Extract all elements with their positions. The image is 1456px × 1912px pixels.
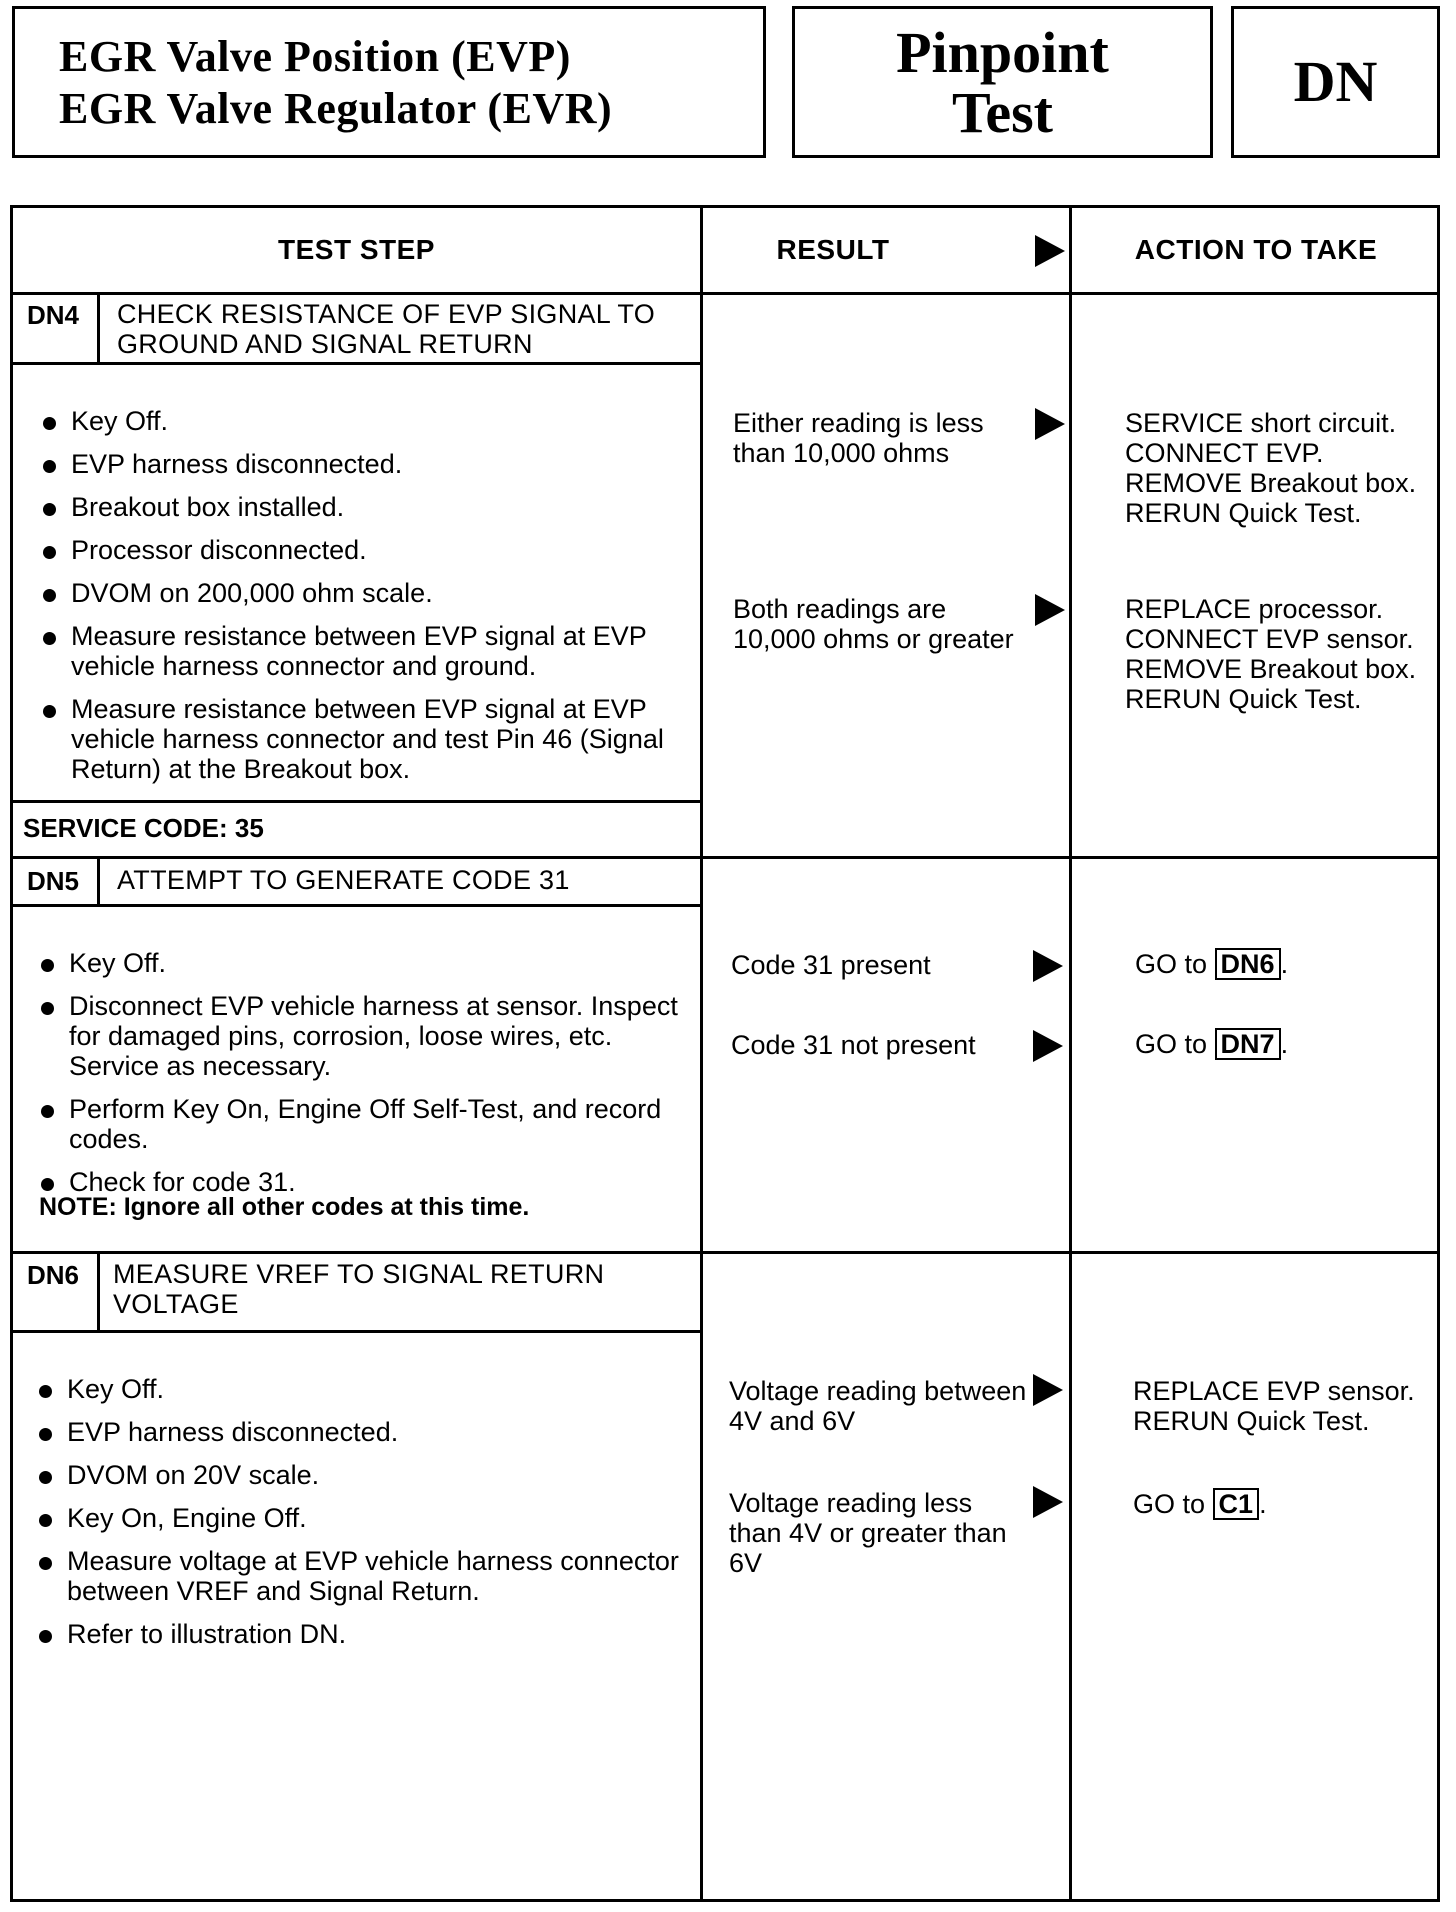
instruction-item: Measure resistance between EVP signal at EVP vehicle harness connector and test Pin 46 (Signal Return) at the Breakout box.: [41, 694, 691, 784]
service-code: SERVICE CODE: 35: [23, 813, 264, 843]
arrow-icon: [1033, 1374, 1063, 1406]
instruction-item: Measure voltage at EVP vehicle harness connector between VREF and Signal Return.: [37, 1546, 687, 1606]
action-text: REPLACE EVP sensor. RERUN Quick Test.: [1133, 1376, 1415, 1436]
result-text: Both readings are 10,000 ohms or greater: [733, 594, 1014, 654]
instruction-item: Key Off.: [39, 948, 679, 978]
step-title-divider: [13, 1330, 700, 1333]
arrow-icon: [1033, 1030, 1063, 1062]
instruction-item: EVP harness disconnected.: [37, 1417, 687, 1447]
step-title-line: CHECK RESISTANCE OF EVP SIGNAL TO: [117, 299, 656, 329]
instruction-item: Measure resistance between EVP signal at EVP vehicle harness connector and ground.: [41, 621, 691, 681]
step-id-divider: [97, 1251, 100, 1332]
instruction-item: Perform Key On, Engine Off Self-Test, and record codes.: [39, 1094, 679, 1154]
pinpoint-label: Pinpoint: [896, 20, 1109, 85]
instruction-item: EVP harness disconnected.: [41, 449, 691, 479]
instruction-item: Key Off.: [37, 1374, 687, 1404]
action-goto: [1135, 948, 1435, 980]
arrow-icon: [1035, 408, 1065, 440]
title-line-1: EGR Valve Position (EVP): [59, 32, 571, 81]
instruction-item: DVOM on 20V scale.: [37, 1460, 687, 1490]
action-text: REPLACE processor. CONNECT EVP sensor. REMOVE Breakout box. RERUN Quick Test.: [1125, 594, 1417, 714]
result-text: Code 31 present: [731, 950, 931, 980]
step-reference-c1[interactable]: C1: [1213, 1488, 1260, 1520]
step-id-divider: [97, 856, 100, 906]
instruction-item: Key Off.: [41, 406, 691, 436]
instruction-item: Key On, Engine Off.: [37, 1503, 687, 1533]
arrow-icon: [1033, 1486, 1063, 1518]
step-title-line: GROUND AND SIGNAL RETURN: [117, 329, 533, 359]
result-text: Code 31 not present: [731, 1030, 976, 1060]
action-prefix: GO to: [1133, 1489, 1206, 1519]
instruction-item: Refer to illustration DN.: [37, 1619, 687, 1649]
step-reference-dn7[interactable]: DN7: [1215, 1028, 1281, 1060]
step-reference-dn6[interactable]: DN6: [1215, 948, 1281, 980]
header-action: ACTION TO TAKE: [1134, 234, 1378, 265]
instruction-item: Breakout box installed.: [41, 492, 691, 522]
result-text: Voltage reading less than 4V or greater than 6V: [729, 1488, 1007, 1578]
action-text: SERVICE short circuit. CONNECT EVP. REMOVE Breakout box. RERUN Quick Test.: [1125, 408, 1417, 528]
test-code-box: DN: [1231, 6, 1440, 158]
action-suffix: .: [1259, 1489, 1267, 1519]
row-divider: [13, 292, 1437, 295]
action-prefix: GO to: [1135, 1029, 1208, 1059]
action-suffix: .: [1280, 949, 1289, 979]
arrow-icon: [1035, 594, 1065, 626]
column-divider: [1069, 208, 1072, 1899]
instruction-item: DVOM on 200,000 ohm scale.: [41, 578, 691, 608]
step-title-line: MEASURE VREF TO SIGNAL RETURN: [113, 1259, 605, 1289]
step-title: [113, 1259, 693, 1319]
instruction-item: Processor disconnected.: [41, 535, 691, 565]
row-divider: [13, 856, 1437, 859]
step-title-divider: [13, 362, 700, 365]
step-title-divider: [13, 904, 700, 907]
step-note: NOTE: Ignore all other codes at this time.: [39, 1193, 530, 1221]
step-title-line: VOLTAGE: [113, 1289, 239, 1319]
instruction-item: Check for code 31.: [39, 1167, 679, 1197]
result-text: Either reading is less than 10,000 ohms: [733, 408, 984, 468]
pinpoint-test-box: [792, 6, 1213, 158]
instruction-item: Disconnect EVP vehicle harness at sensor. Inspect for damaged pins, corrosion, loose wires, etc. Service as necessary.: [39, 991, 679, 1081]
step-id-divider: [97, 292, 100, 364]
step-id: DN6: [27, 1260, 80, 1290]
action-goto: [1135, 1028, 1435, 1060]
action-goto: [1133, 1488, 1433, 1520]
step-instructions: [39, 948, 679, 1210]
pinpoint-test-table: [10, 205, 1440, 1902]
service-code-divider: [13, 800, 700, 803]
result-text: Voltage reading between 4V and 6V: [729, 1376, 1027, 1436]
row-divider: [13, 1251, 1437, 1254]
column-divider: [700, 208, 703, 1899]
step-title: ATTEMPT TO GENERATE CODE 31: [117, 865, 570, 895]
arrow-icon: [1035, 235, 1065, 267]
header-test-step: TEST STEP: [278, 234, 435, 265]
arrow-icon: [1033, 950, 1063, 982]
action-suffix: .: [1280, 1029, 1289, 1059]
step-instructions: [37, 1374, 687, 1662]
step-instructions: [41, 406, 691, 797]
test-label: Test: [952, 80, 1053, 145]
action-prefix: GO to: [1135, 949, 1208, 979]
step-id: DN5: [27, 866, 80, 896]
step-title: [117, 299, 697, 359]
title-line-2: EGR Valve Regulator (EVR): [59, 84, 613, 133]
step-id: DN4: [27, 300, 80, 330]
title-box: [12, 6, 766, 158]
header-result: RESULT: [776, 234, 890, 265]
